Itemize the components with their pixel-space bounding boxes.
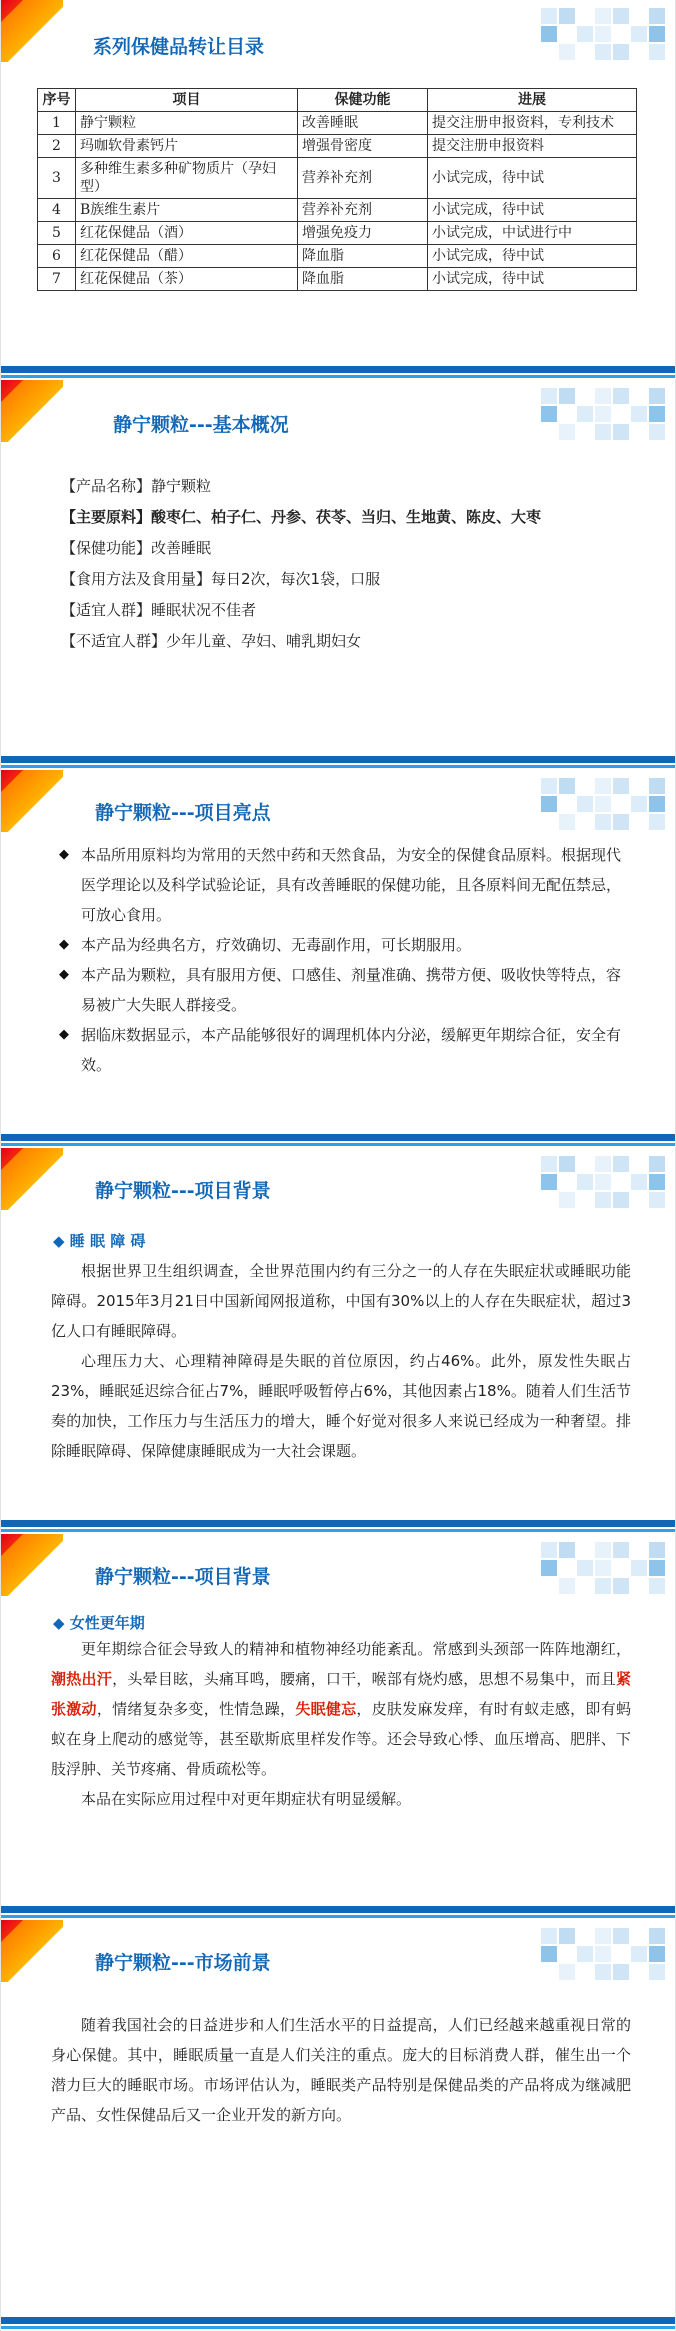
tile-square	[631, 1560, 647, 1576]
list-item: ◆ 本产品为颗粒，具有服用方便、口感佳、剂量准确、携带方便、吸收快等特点，容易被广大失眠人群接受。	[59, 960, 629, 1020]
slide-market	[0, 1920, 676, 2331]
bottom-stripe	[1, 1134, 675, 1148]
tile-square	[541, 388, 557, 404]
highlight-list	[59, 840, 629, 1080]
tile-square	[541, 1560, 557, 1576]
table-cell: 红花保健品（醋）	[76, 245, 298, 268]
tile-square	[631, 406, 647, 422]
table-cell: 7	[38, 268, 76, 291]
tile-square	[649, 778, 665, 794]
tile-square	[559, 1156, 575, 1172]
tile-square	[541, 1542, 557, 1558]
table-cell: 增强免疫力	[298, 222, 428, 245]
slide-title: 静宁颗粒---市场前景	[95, 1952, 271, 1974]
tile-square	[559, 1964, 575, 1980]
tile-square	[613, 424, 629, 440]
tile-square	[595, 406, 611, 422]
body-text	[51, 1256, 631, 1466]
table-cell: 静宁颗粒	[76, 112, 298, 135]
tile-square	[595, 388, 611, 404]
bottom-stripe	[1, 2317, 675, 2331]
tile-square	[577, 26, 593, 42]
slide-background-sleep	[0, 1148, 676, 1534]
tile-square	[649, 1156, 665, 1172]
table-cell: 2	[38, 135, 76, 158]
tile-square	[595, 8, 611, 24]
tile-square	[649, 1946, 665, 1962]
list-item: ◆ 本品所用原料均为常用的天然中药和天然食品，为安全的保健食品原料。根据现代医学理论以及科学试验论证，具有改善睡眠的保健功能，且各原料间无配伍禁忌，可放心食用。	[59, 840, 629, 930]
tile-square	[541, 26, 557, 42]
tile-square	[631, 1946, 647, 1962]
tile-pattern	[541, 1928, 667, 1988]
corner-decoration	[1, 1920, 63, 1982]
tile-square	[541, 778, 557, 794]
table-row	[38, 268, 637, 291]
table-cell: 小试完成，待中试	[428, 245, 637, 268]
usage-dosage: 【食用方法及食用量】每日2次，每次1袋，口服	[61, 570, 381, 588]
diamond-icon: ◆	[59, 967, 69, 982]
diamond-icon: ◆	[59, 1027, 69, 1042]
table-header: 保健功能	[298, 89, 428, 112]
tile-square	[559, 778, 575, 794]
bottom-stripe	[1, 366, 675, 380]
list-item: ◆ 据临床数据显示，本产品能够很好的调理机体内分泌，缓解更年期综合征，安全有效。	[59, 1020, 629, 1080]
corner-decoration	[1, 0, 63, 62]
tile-square	[559, 1192, 575, 1208]
tile-square	[649, 1964, 665, 1980]
product-name: 【产品名称】静宁颗粒	[61, 477, 212, 495]
tile-square	[595, 1174, 611, 1190]
slide-title: 系列保健品转让目录	[93, 36, 265, 58]
tile-square	[613, 1578, 629, 1594]
table-cell: 增强骨密度	[298, 135, 428, 158]
table-cell: 改善睡眠	[298, 112, 428, 135]
tile-square	[613, 388, 629, 404]
table-cell: 营养补充剂	[298, 158, 428, 199]
corner-decoration	[1, 1534, 63, 1596]
slide-overview	[0, 380, 676, 770]
tile-square	[595, 778, 611, 794]
table-row	[38, 135, 637, 158]
tile-square	[559, 8, 575, 24]
table-cell: 小试完成，待中试	[428, 268, 637, 291]
diamond-icon: ◆	[59, 937, 69, 952]
tile-square	[559, 1928, 575, 1944]
slide-title: 静宁颗粒---基本概况	[113, 414, 289, 436]
bottom-stripe	[1, 1906, 675, 1920]
tile-square	[577, 1946, 593, 1962]
table-cell: 红花保健品（茶）	[76, 268, 298, 291]
tile-square	[649, 1928, 665, 1944]
tile-square	[613, 1542, 629, 1558]
table-cell: 1	[38, 112, 76, 135]
tile-square	[559, 424, 575, 440]
main-materials: 【主要原料】酸枣仁、柏子仁、丹参、茯苓、当归、生地黄、陈皮、大枣	[61, 508, 542, 526]
tile-square	[631, 796, 647, 812]
tile-square	[541, 1156, 557, 1172]
table-cell: 红花保健品（酒）	[76, 222, 298, 245]
tile-square	[559, 814, 575, 830]
highlight-text: 潮热出汗	[51, 1670, 113, 1688]
table-cell: 提交注册申报资料，专利技术	[428, 112, 637, 135]
tile-square	[613, 44, 629, 60]
table-header: 序号	[38, 89, 76, 112]
tile-pattern	[541, 388, 667, 448]
corner-decoration	[1, 770, 63, 832]
table-cell: B族维生素片	[76, 199, 298, 222]
section-subhead: ◆ 睡 眠 障 碍	[53, 1232, 146, 1250]
tile-pattern	[541, 1542, 667, 1602]
tile-square	[595, 44, 611, 60]
tile-square	[649, 1192, 665, 1208]
table-row	[38, 158, 637, 199]
tile-square	[613, 1192, 629, 1208]
corner-decoration	[1, 1148, 63, 1210]
tile-square	[595, 1964, 611, 1980]
tile-square	[649, 388, 665, 404]
tile-pattern	[541, 1156, 667, 1216]
paragraph: 随着我国社会的日益进步和人们生活水平的日益提高，人们已经越来越重视日常的身心保健。其中，睡眠质量一直是人们关注的重点。庞大的目标消费人群，催生出一个潜力巨大的睡眠市场。市场评估认为，睡眠类产品特别是保健品类的产品将成为继减肥产品、女性保健品后又一企业开发的新方向。	[51, 2016, 631, 2124]
tile-square	[649, 8, 665, 24]
tile-square	[613, 814, 629, 830]
slide-title: 静宁颗粒---项目背景	[95, 1180, 271, 1202]
tile-square	[541, 1946, 557, 1962]
diamond-icon: ◆	[59, 847, 69, 862]
tile-square	[613, 1928, 629, 1944]
table-cell: 降血脂	[298, 245, 428, 268]
tile-square	[577, 1174, 593, 1190]
tile-square	[649, 44, 665, 60]
tile-square	[613, 8, 629, 24]
slide-title: 静宁颗粒---项目背景	[95, 1566, 271, 1588]
tile-square	[541, 1174, 557, 1190]
tile-square	[649, 796, 665, 812]
table-row	[38, 112, 637, 135]
tile-square	[595, 26, 611, 42]
tile-square	[559, 1578, 575, 1594]
tile-square	[541, 8, 557, 24]
table-cell: 4	[38, 199, 76, 222]
tile-square	[595, 1928, 611, 1944]
tile-square	[649, 1578, 665, 1594]
table-header: 项目	[76, 89, 298, 112]
table-cell: 3	[38, 158, 76, 199]
tile-square	[613, 778, 629, 794]
suitable-group: 【适宜人群】睡眠状况不佳者	[61, 601, 257, 619]
tile-square	[595, 1560, 611, 1576]
tile-square	[559, 44, 575, 60]
tile-square	[595, 796, 611, 812]
tile-square	[577, 1560, 593, 1576]
tile-square	[541, 1928, 557, 1944]
body-text	[51, 1634, 631, 1814]
tile-square	[595, 1192, 611, 1208]
tile-pattern	[541, 778, 667, 838]
tile-square	[613, 1156, 629, 1172]
table-cell: 多种维生素多种矿物质片（孕妇型）	[76, 158, 298, 199]
tile-square	[649, 814, 665, 830]
table-row	[38, 222, 637, 245]
table-cell: 小试完成，待中试	[428, 199, 637, 222]
tile-square	[595, 424, 611, 440]
tile-square	[649, 26, 665, 42]
tile-square	[595, 1578, 611, 1594]
tile-square	[595, 1946, 611, 1962]
table-cell: 营养补充剂	[298, 199, 428, 222]
tile-square	[595, 1542, 611, 1558]
tile-square	[541, 796, 557, 812]
tile-square	[649, 424, 665, 440]
table-cell: 6	[38, 245, 76, 268]
tile-square	[631, 26, 647, 42]
paragraph: 更年期综合征会导致人的精神和植物神经功能紊乱。常感到头颈部一阵阵地潮红，潮热出汗，头晕目眩，头痛耳鸣，腰痛，口干，喉部有烧灼感，思想不易集中，而且紧张激动，情绪复杂多变，性情急躁，失眠健忘，皮肤发麻发痒，有时有蚁走感，即有蚂蚁在身上爬动的感觉等，甚至歇斯底里样发作等。还会导致心悸、血压增高、肥胖、下肢浮肿、关节疼痛、骨质疏松等。	[51, 1640, 631, 1778]
body-text	[51, 2010, 631, 2130]
product-table	[37, 88, 637, 291]
table-header: 进展	[428, 89, 637, 112]
tile-square	[649, 1542, 665, 1558]
list-item: ◆ 本产品为经典名方，疗效确切、无毒副作用，可长期服用。	[59, 930, 629, 960]
table-row	[38, 245, 637, 268]
tile-square	[649, 406, 665, 422]
slide-title: 静宁颗粒---项目亮点	[95, 802, 271, 824]
bottom-stripe	[1, 1520, 675, 1534]
slide-background-menopause	[0, 1534, 676, 1920]
table-cell: 降血脂	[298, 268, 428, 291]
tile-square	[559, 388, 575, 404]
tile-square	[541, 406, 557, 422]
tile-square	[595, 1156, 611, 1172]
table-cell: 5	[38, 222, 76, 245]
slide-catalog	[0, 0, 676, 380]
table-header-row	[38, 89, 637, 112]
table-cell: 提交注册申报资料	[428, 135, 637, 158]
slide-highlights	[0, 770, 676, 1148]
tile-square	[613, 1964, 629, 1980]
table-row	[38, 199, 637, 222]
highlight-text: 紧张激动	[51, 1670, 631, 1718]
health-function: 【保健功能】改善睡眠	[61, 539, 212, 557]
table-cell: 玛咖软骨素钙片	[76, 135, 298, 158]
paragraph: 心理压力大、心理精神障碍是失眠的首位原因，约占46%。此外，原发性失眠占23%，睡眠延迟综合征占7%，睡眠呼吸暂停占6%，其他因素占18%。随着人们生活节奏的加快，工作压力与生活压力的增大，睡个好觉对很多人来说已经成为一种奢望。排除睡眠障碍、保障健康睡眠成为一大社会课题。	[51, 1352, 631, 1460]
tile-square	[559, 1542, 575, 1558]
tile-square	[577, 796, 593, 812]
tile-square	[631, 1174, 647, 1190]
tile-square	[649, 1174, 665, 1190]
tile-square	[595, 814, 611, 830]
paragraph: 本品在实际应用过程中对更年期症状有明显缓解。	[81, 1790, 412, 1808]
bottom-stripe	[1, 756, 675, 770]
corner-decoration	[1, 380, 63, 442]
table-cell: 小试完成，待中试	[428, 158, 637, 199]
unsuitable-group: 【不适宜人群】少年儿童、孕妇、哺乳期妇女	[61, 632, 362, 650]
paragraph: 根据世界卫生组织调查，全世界范围内约有三分之一的人存在失眠症状或睡眠功能障碍。2015年3月21日中国新闻网报道称，中国有30%以上的人存在失眠症状，超过3亿人口有睡眠障碍。	[51, 1262, 631, 1340]
tile-square	[649, 1560, 665, 1576]
tile-pattern	[541, 8, 667, 68]
tile-square	[577, 406, 593, 422]
section-subhead: ◆ 女性更年期	[53, 1614, 145, 1632]
highlight-text: 失眠健忘	[295, 1700, 357, 1718]
table-cell: 小试完成，中试进行中	[428, 222, 637, 245]
